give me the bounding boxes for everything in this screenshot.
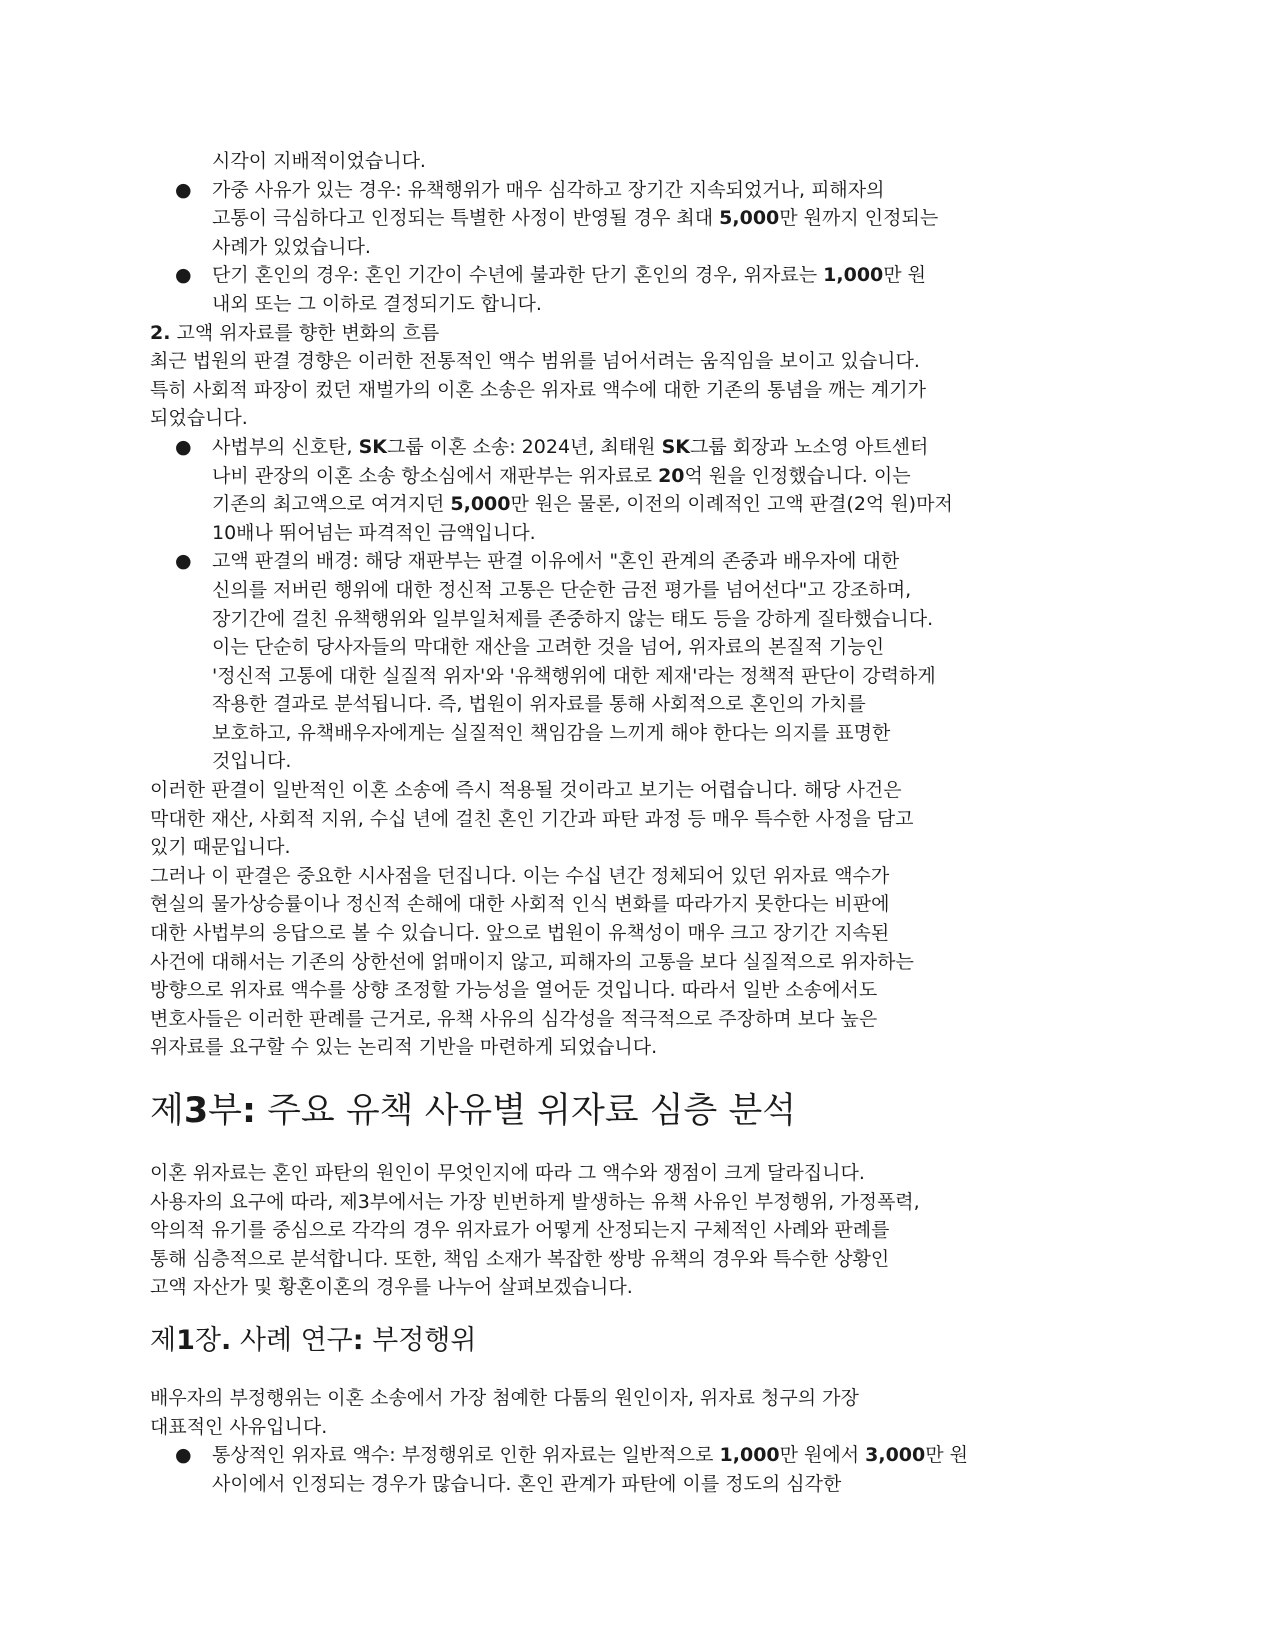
bullet-text: 고액 판결의 배경: 해당 재판부는 판결 이유에서 "혼인 관계의 존중과 배우자에 대한 신의를 저버린 행위에 대한 정신적 고통은 단순한 금전 평가를 넘어선다"고 강조하며, 장기간에 걸친 유책행위와 일부일처제를 존중하지 않는 태도 등을 강하게 질타했습니다. 이는 단순히 당사자들의 막대한 재산을 고려한 것을 넘어, 위자료의 본질적 기능인 '정신적 고통에 대한 실질적 위자'와 '유책행위에 대한 제재'라는 정책적 판단이 강력하게 작용한 결과로 분석됩니다. 즉, 법원이 위자료를 통해 사회적으로 혼인의 가치를 보호하고, 유책배우자에게는 실질적인 책임감을 느끼게 해야 한다는 의지를 표명한 것입니다. bbox=[212, 550, 936, 773]
list-item bbox=[150, 261, 1155, 318]
section2-title: 2. 고액 위자료를 향한 변화의 흐름 bbox=[150, 321, 440, 344]
bullet-list-infidelity bbox=[150, 1441, 1155, 1498]
bullet-text: 통상적인 위자료 액수: 부정행위로 인한 위자료는 일반적으로 1,000만 원에서 3,000만 원 사이에서 인정되는 경우가 많습니다. 혼인 관계가 파탄에 이를 정도의 심각한 bbox=[212, 1444, 968, 1495]
part3-paragraph: 이혼 위자료는 혼인 파탄의 원인이 무엇인지에 따라 그 액수와 쟁점이 크게 달라집니다. 사용자의 요구에 따라, 제3부에서는 가장 빈번하게 발생하는 유책 사유인 부정행위, 가정폭력, 악의적 유기를 중심으로 각각의 경우 위자료가 어떻게 산정되는지 구체적인 사례와 판례를 통해 심층적으로 분석합니다. 또한, 책임 소재가 복잡한 쌍방 유책의 경우와 특수한 상황인 고액 자산가 및 황혼이혼의 경우를 나누어 살펴보겠습니다. bbox=[150, 1162, 920, 1299]
bullet-icon: ● bbox=[175, 550, 192, 573]
bullet-text: 가중 사유가 있는 경우: 유책행위가 매우 심각하고 장기간 지속되었거나, 피해자의 고통이 극심하다고 인정되는 특별한 사정이 반영될 경우 최대 5,000만 원까지 인정되는 사례가 있었습니다. bbox=[212, 178, 939, 258]
bullet-text: 사법부의 신호탄, SK그룹 이혼 소송: 2024년, 최태원 SK그룹 회장과 노소영 아트센터 나비 관장의 이혼 소송 항소심에서 재판부는 위자료로 20억 원을 인정했습니다. 이는 기존의 최고액으로 여겨지던 5,000만 원은 물론, 이전의 이례적인 고액 판결(2억 원)마저 10배나 뛰어넘는 파격적인 금액입니다. bbox=[212, 435, 953, 544]
chapter1-heading: 제1장. 사례 연구: 부정행위 bbox=[150, 1324, 477, 1356]
bullet-icon: ● bbox=[175, 178, 192, 201]
bullet-text: 단기 혼인의 경우: 혼인 기간이 수년에 불과한 단기 혼인의 경우, 위자료는 1,000만 원 내외 또는 그 이하로 결정되기도 합니다. bbox=[212, 264, 927, 315]
section2-paragraph: 최근 법원의 판결 경향은 이러한 전통적인 액수 범위를 넘어서려는 움직임을 보이고 있습니다. 특히 사회적 파장이 컸던 재벌가의 이혼 소송은 위자료 액수에 대한 기존의 통념을 깨는 계기가 되었습니다. bbox=[150, 350, 926, 430]
list-item bbox=[150, 1441, 1155, 1498]
paragraph-implications: 그러나 이 판결은 중요한 시사점을 던집니다. 이는 수십 년간 정체되어 있던 위자료 액수가 현실의 물가상승률이나 정신적 손해에 대한 사회적 인식 변화를 따라가지 못한다는 비판에 대한 사법부의 응답으로 볼 수 있습니다. 앞으로 법원이 유책성이 매우 크고 장기간 지속된 사건에 대해서는 기존의 상한선에 얽매이지 않고, 피해자의 고통을 보다 실질적으로 위자하는 방향으로 위자료 액수를 상향 조정할 가능성을 열어둔 것입니다. 따라서 일반 소송에서도 변호사들은 이러한 판례를 근거로, 유책 사유의 심각성을 적극적으로 주장하며 보다 높은 위자료를 요구할 수 있는 논리적 기반을 마련하게 되었습니다. bbox=[150, 864, 914, 1059]
bullet-list-high-awards bbox=[150, 433, 1155, 776]
paragraph-limits: 이러한 판결이 일반적인 이혼 소송에 즉시 적용될 것이라고 보기는 어렵습니다. 해당 사건은 막대한 재산, 사회적 지위, 수십 년에 걸친 혼인 기간과 파탄 과정 등 매우 특수한 사정을 담고 있기 때문입니다. bbox=[150, 779, 914, 859]
bullet-icon: ● bbox=[175, 264, 192, 287]
part3-heading: 제3부: 주요 유책 사유별 위자료 심층 분석 bbox=[150, 1091, 797, 1131]
list-item bbox=[150, 433, 1155, 547]
bullet-icon: ● bbox=[175, 1444, 192, 1467]
chapter1-paragraph: 배우자의 부정행위는 이혼 소송에서 가장 첨예한 다툼의 원인이자, 위자료 청구의 가장 대표적인 사유입니다. bbox=[150, 1386, 859, 1438]
bullet-icon: ● bbox=[175, 435, 192, 458]
list-item bbox=[150, 176, 1155, 262]
bullet-list-aggravating bbox=[150, 176, 1155, 319]
intro-tail: 시각이 지배적이었습니다. bbox=[212, 150, 426, 172]
list-item bbox=[150, 547, 1155, 776]
